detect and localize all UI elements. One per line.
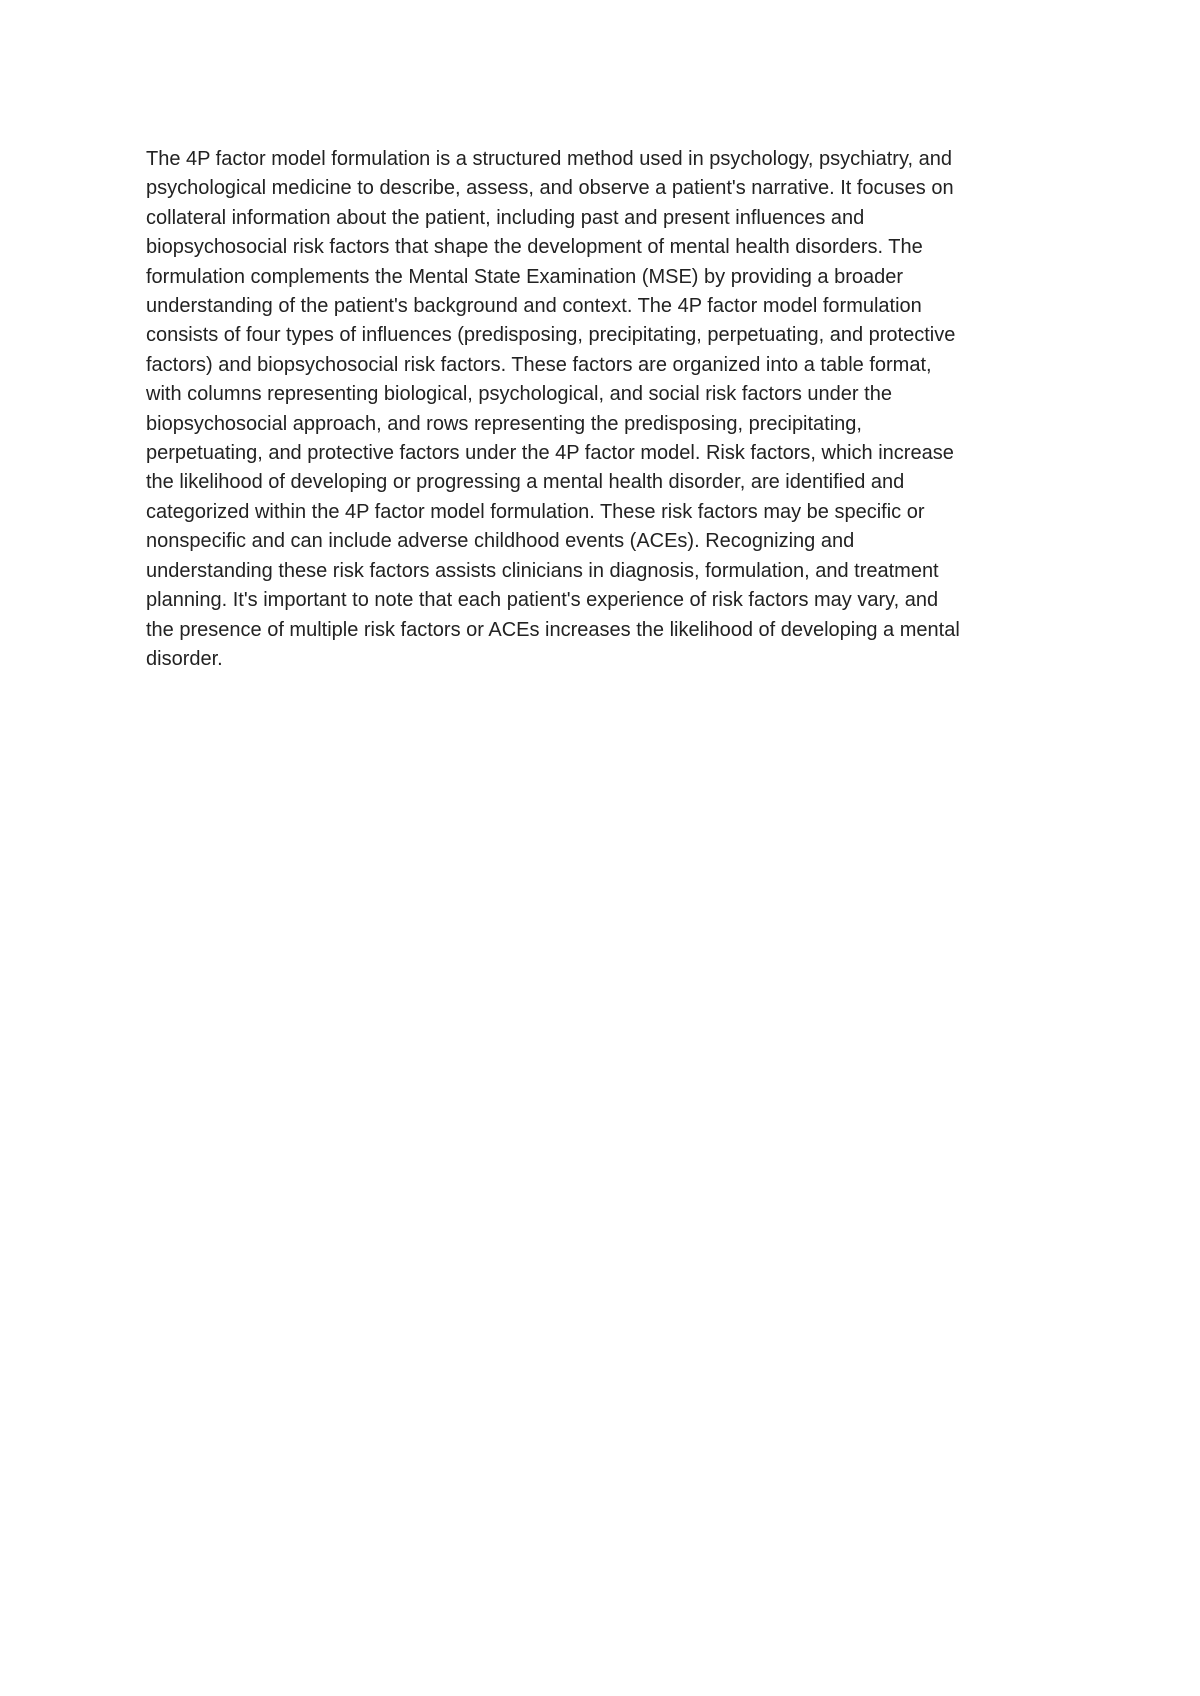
paragraph-line: formulation complements the Mental State Examination (MSE) by providing a broader (146, 265, 904, 288)
paragraph-line: the likelihood of developing or progressing a mental health disorder, are identified and (146, 471, 905, 494)
paragraph-line: with columns representing biological, psychological, and social risk factors under the (146, 383, 892, 406)
paragraph-line: understanding of the patient's background and context. The 4P factor model formulation (146, 295, 922, 318)
paragraph-line: nonspecific and can include adverse childhood events (ACEs). Recognizing and (146, 530, 855, 553)
paragraph-line: the presence of multiple risk factors or ACEs increases the likelihood of developing a mental (146, 618, 960, 641)
paragraph-line: categorized within the 4P factor model formulation. These risk factors may be specific or (146, 500, 925, 523)
paragraph-line: planning. It's important to note that each patient's experience of risk factors may vary, and (146, 589, 939, 612)
paragraph-line: disorder. (146, 647, 223, 670)
paragraph-line: perpetuating, and protective factors under the 4P factor model. Risk factors, which increase (146, 442, 954, 465)
paragraph-line: factors) and biopsychosocial risk factors. These factors are organized into a table format, (146, 353, 932, 376)
paragraph-line: consists of four types of influences (predisposing, precipitating, perpetuating, and protective (146, 324, 956, 347)
paragraph-line: collateral information about the patient, including past and present influences and (146, 206, 865, 229)
paragraph-line: psychological medicine to describe, assess, and observe a patient's narrative. It focuses on (146, 177, 954, 200)
paragraph-line: understanding these risk factors assists clinicians in diagnosis, formulation, and treatment (146, 559, 939, 582)
paragraph-line: biopsychosocial approach, and rows representing the predisposing, precipitating, (146, 412, 862, 435)
paragraph-line: The 4P factor model formulation is a structured method used in psychology, psychiatry, and (146, 148, 952, 170)
body-paragraph (146, 145, 1066, 674)
paragraph-line: biopsychosocial risk factors that shape the development of mental health disorders. The (146, 236, 923, 259)
